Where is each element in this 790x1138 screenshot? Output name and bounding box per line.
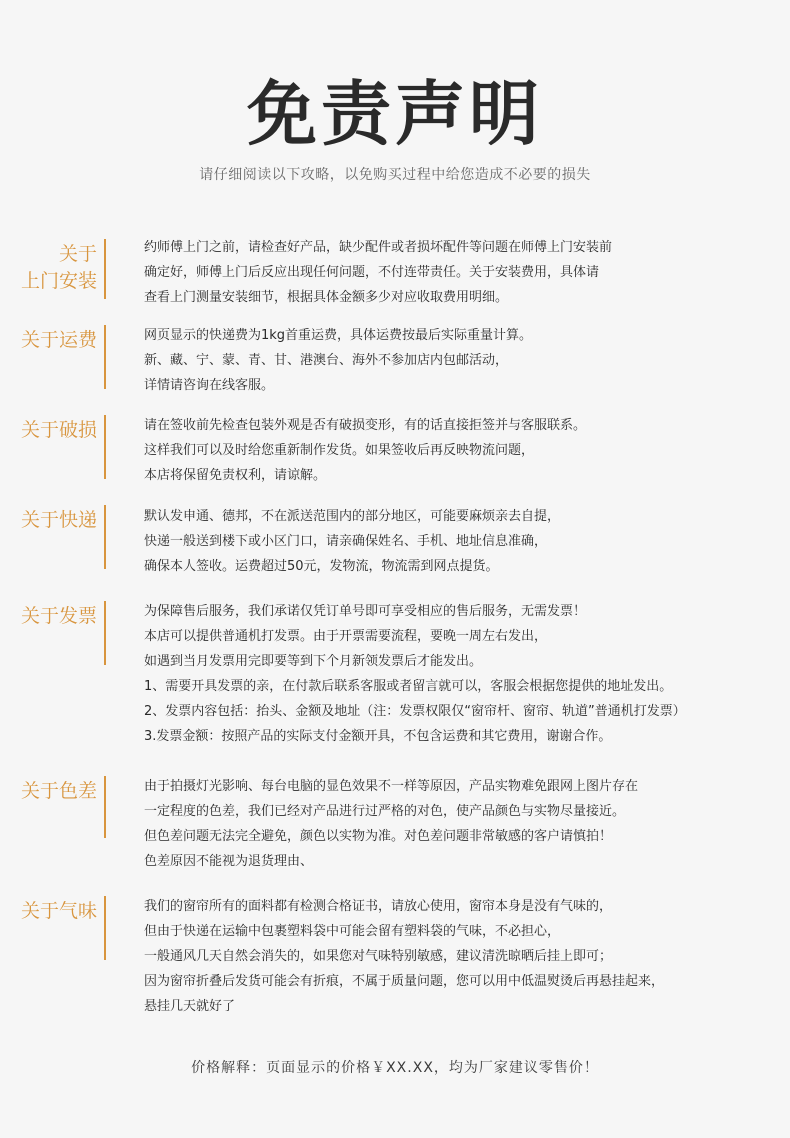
section-divider-bar	[104, 239, 106, 299]
page-subtitle: 请仔细阅读以下攻略，以免购买过程中给您造成不必要的损失	[199, 167, 591, 183]
section-body	[144, 894, 784, 1019]
section-heading	[21, 241, 97, 295]
body-line: 一般通风几天自然会消失的，如果您对气味特别敏感，建议清洗晾晒后挂上即可；	[144, 949, 613, 964]
body-line: 但由于快递在运输中包裹塑料袋中可能会留有塑料袋的气味，不必担心，	[144, 924, 561, 939]
section-heading-line: 关于快递	[20, 509, 97, 531]
body-line: 1、需要开具发票的亲，在付款后联系客服或者留言就可以，客服会根据您提供的地址发出。	[144, 679, 673, 694]
section-divider-bar	[104, 325, 106, 389]
section-heading	[21, 417, 97, 444]
section-divider-bar	[104, 776, 106, 838]
body-line: 为保障售后服务，我们承诺仅凭订单号即可享受相应的售后服务，无需发票！	[144, 604, 587, 619]
section-body	[144, 413, 784, 488]
body-line: 快递一般送到楼下或小区门口，请亲确保姓名、手机、地址信息准确，	[144, 534, 548, 549]
section-divider-bar	[104, 601, 106, 665]
section-heading-line: 上门安装	[20, 270, 97, 292]
body-line: 一定程度的色差，我们已经对产品进行过严格的对色，使产品颜色与实物尽量接近。	[144, 804, 626, 819]
section-body	[144, 774, 784, 874]
body-line: 这样我们可以及时给您重新制作发货。如果签收后再反映物流问题，	[144, 443, 535, 458]
section-heading	[21, 327, 97, 354]
price-explanation: 价格解释：页面显示的价格￥XX.XX，均为厂家建议零售价！	[191, 1060, 599, 1076]
section-heading	[21, 507, 97, 534]
body-line: 3.发票金额：按照产品的实际支付金额开具，不包含运费和其它费用，谢谢合作。	[144, 729, 612, 744]
section-heading-line: 关于发票	[20, 605, 97, 627]
body-line: 详情请咨询在线客服。	[144, 378, 275, 393]
section-heading-line: 关于气味	[20, 900, 97, 922]
section-body	[144, 235, 784, 310]
body-line: 网页显示的快递费为1kg首重运费，具体运费按最后实际重量计算。	[144, 328, 533, 343]
section-heading-line: 关于	[58, 243, 97, 265]
body-line: 但色差问题无法完全避免，颜色以实物为准。对色差问题非常敏感的客户请慎拍！	[144, 829, 613, 844]
body-line: 新、藏、宁、蒙、青、甘、港澳台、海外不参加店内包邮活动，	[144, 353, 509, 368]
body-line: 2、发票内容包括：抬头、金额及地址（注：发票权限仅“窗帘杆、窗帘、轨道”普通机打发票）	[144, 704, 686, 719]
page-title: 免责声明	[247, 72, 543, 155]
section-body	[144, 504, 784, 579]
section-heading	[21, 778, 97, 805]
body-line: 我们的窗帘所有的面料都有检测合格证书，请放心使用，窗帘本身是没有气味的，	[144, 899, 613, 914]
body-line: 如遇到当月发票用完即要等到下个月新领发票后才能发出。	[144, 654, 483, 669]
body-line: 色差原因不能视为退货理由、	[144, 854, 314, 869]
section-heading	[21, 603, 97, 630]
section-divider-bar	[104, 415, 106, 479]
body-line: 默认发申通、德邦，不在派送范围内的部分地区，可能要麻烦亲去自提，	[144, 509, 561, 524]
body-line: 悬挂几天就好了	[144, 999, 236, 1014]
section-heading-line: 关于色差	[20, 780, 97, 802]
section-heading	[21, 898, 97, 925]
body-line: 本店可以提供普通机打发票。由于开票需要流程，要晚一周左右发出，	[144, 629, 548, 644]
body-line: 确定好，师傅上门后反应出现任何问题，不付连带责任。关于安装费用，具体请	[144, 265, 600, 280]
body-line: 查看上门测量安装细节，根据具体金额多少对应收取费用明细。	[144, 290, 509, 305]
body-line: 约师傅上门之前，请检查好产品，缺少配件或者损坏配件等问题在师傅上门安装前	[144, 240, 613, 255]
section-divider-bar	[104, 896, 106, 960]
section-heading-line: 关于破损	[20, 419, 97, 441]
body-line: 因为窗帘折叠后发货可能会有折痕，不属于质量问题，您可以用中低温熨烫后再悬挂起来，	[144, 974, 665, 989]
body-line: 由于拍摄灯光影响、每台电脑的显色效果不一样等原因，产品实物难免跟网上图片存在	[144, 779, 639, 794]
section-body	[144, 323, 784, 398]
section-heading-line: 关于运费	[20, 329, 97, 351]
body-line: 确保本人签收。运费超过50元，发物流，物流需到网点提货。	[144, 559, 499, 574]
body-line: 本店将保留免责权利，请谅解。	[144, 468, 327, 483]
body-line: 请在签收前先检查包装外观是否有破损变形，有的话直接拒签并与客服联系。	[144, 418, 587, 433]
section-body	[144, 599, 784, 749]
section-divider-bar	[104, 505, 106, 569]
